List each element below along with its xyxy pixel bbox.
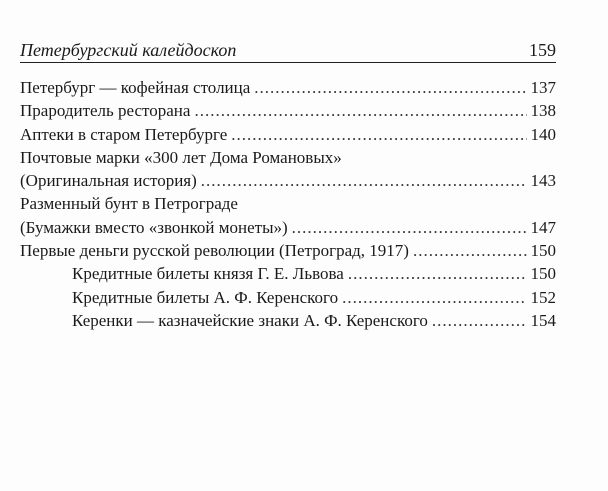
toc-entry-title: Петербург — кофейная столица [20,78,251,97]
toc-entry [20,123,556,146]
toc-leader [432,309,527,332]
toc-entry [20,169,556,192]
toc-entry-title: Керенки — казначейские знаки А. Ф. Керенского [72,310,428,330]
toc-entry [20,76,556,99]
toc-entry-page: 137 [530,78,556,97]
toc-subentry [20,262,556,285]
toc-entry-page: 150 [530,264,556,284]
running-header [20,40,556,63]
toc-entry-title: (Бумажки вместо «звонкой монеты») [20,217,288,237]
toc-leader [342,286,526,309]
toc-entry-title: Кредитные билеты князя Г. Е. Львова [72,264,344,284]
toc-entry [20,146,556,169]
toc-entry-title: Первые деньги русской революции (Петроград, 1917) [20,241,409,261]
toc-entry-page: 143 [530,171,556,191]
toc-leader [231,123,526,146]
toc-entry-page: 150 [530,241,556,261]
toc-leader [201,169,527,192]
toc-entry-page: 140 [530,124,556,144]
toc-entry-title: (Оригинальная история) [20,171,197,191]
table-of-contents [20,76,556,332]
toc-entry-title: Кредитные билеты А. Ф. Керенского [72,287,339,307]
toc-entry [20,216,556,239]
toc-entry-page: 154 [530,310,556,330]
toc-leader [254,76,526,99]
toc-entry-page: 138 [530,101,556,121]
toc-leader [348,262,527,285]
toc-entry-page: 152 [530,287,556,307]
toc-entry-title: Почтовые марки «300 лет Дома Романовых» [20,147,342,167]
toc-entry-title: Прародитель ресторана [20,101,191,121]
toc-entry [20,99,556,122]
page-number: 159 [529,40,556,60]
running-title: Петербургский калейдоскоп [20,40,237,60]
toc-entry [20,239,556,262]
toc-entry-title: Аптеки в старом Петербурге [20,124,228,144]
toc-entry [20,192,556,215]
toc-subentry [20,309,556,332]
toc-leader [292,216,527,239]
toc-leader [194,99,526,122]
toc-entry-title: Разменный бунт в Петрограде [20,194,238,214]
toc-subentry [20,286,556,309]
toc-entry-page: 147 [530,217,556,237]
toc-leader [413,239,527,262]
